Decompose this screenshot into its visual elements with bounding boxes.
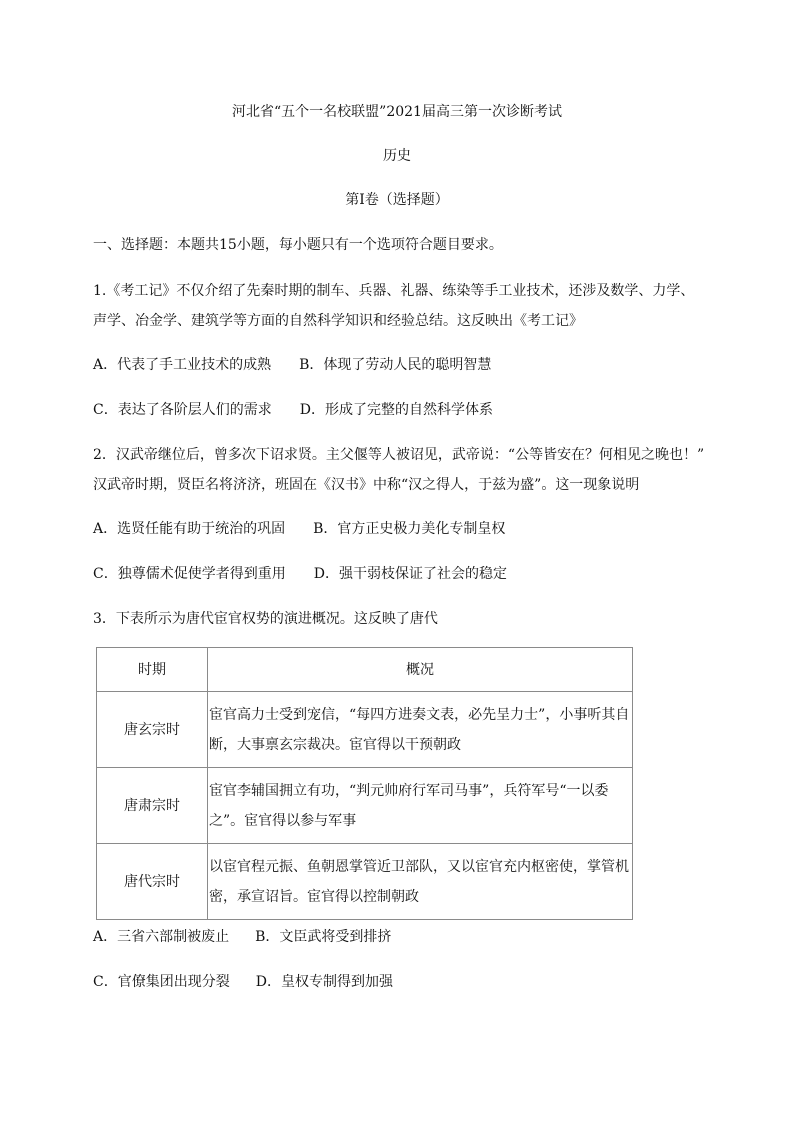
table-cell-period: 唐玄宗时 bbox=[97, 692, 208, 768]
table-header-row bbox=[97, 648, 633, 692]
table-cell-overview: 宦官李辅国拥立有功，“判元帅府行军司马事”，兵符军号“一以委之”。宦官得以参与军事 bbox=[208, 768, 633, 844]
question-2-stem-line-1: 2．汉武帝继位后，曾多次下诏求贤。主父偃等人被诏见，武帝说：“公等皆安在？何相见之晚也！” bbox=[93, 447, 705, 463]
question-1-option-c[interactable]: C．表达了各阶层人们的需求 bbox=[93, 402, 272, 418]
exam-title: 河北省“五个一名校联盟”2021届高三第一次诊断考试 bbox=[232, 104, 562, 120]
subject-title: 历史 bbox=[383, 148, 411, 164]
question-2-option-d[interactable]: D．强干弱枝保证了社会的稳定 bbox=[313, 566, 507, 582]
section-instructions: 一、选择题：本题共15小题，每小题只有一个选项符合题目要求。 bbox=[93, 237, 503, 253]
question-3-options-row-1 bbox=[93, 927, 391, 947]
question-3-options-row-2 bbox=[93, 972, 393, 992]
question-2-options-row-1 bbox=[93, 519, 505, 539]
question-2-stem-line-2: 汉武帝时期，贤臣名将济济，班固在《汉书》中称“汉之得人，于兹为盛”。这一现象说明 bbox=[93, 477, 640, 493]
question-3-option-c[interactable]: C．官僚集团出现分裂 bbox=[93, 974, 230, 990]
question-1-stem-line-1: 1.《考工记》不仅介绍了先秦时期的制车、兵器、礼器、练染等手工业技术，还涉及数学、力学、 bbox=[93, 283, 695, 299]
table-header-overview: 概况 bbox=[208, 648, 633, 692]
question-1-option-a[interactable]: A．代表了手工业技术的成熟 bbox=[93, 357, 272, 373]
question-1-options-row-1 bbox=[93, 355, 491, 375]
question-2-option-a[interactable]: A．选贤任能有助于统治的巩固 bbox=[93, 521, 286, 537]
question-1-option-b[interactable]: B．体现了劳动人民的聪明智慧 bbox=[299, 357, 492, 373]
table-cell-period: 唐肃宗时 bbox=[97, 768, 208, 844]
table-row bbox=[97, 692, 633, 768]
table-cell-period: 唐代宗时 bbox=[97, 844, 208, 920]
question-1-option-d[interactable]: D．形成了完整的自然科学体系 bbox=[299, 402, 493, 418]
question-3-option-a[interactable]: A．三省六部制被废止 bbox=[93, 929, 230, 945]
table-cell-overview: 宦官高力士受到宠信，“每四方进奏文表，必先呈力士”，小事听其自断，大事禀玄宗裁决。宦官得以干预朝政 bbox=[208, 692, 633, 768]
question-2-options-row-2 bbox=[93, 564, 507, 584]
question-3-option-b[interactable]: B．文臣武将受到排挤 bbox=[255, 929, 392, 945]
question-3-stem-line-1: 3．下表所示为唐代宦官权势的演进概况。这反映了唐代 bbox=[93, 611, 438, 627]
table-header-period: 时期 bbox=[97, 648, 208, 692]
question-2-option-c[interactable]: C．独尊儒术促使学者得到重用 bbox=[93, 566, 286, 582]
question-1-stem-line-2: 声学、冶金学、建筑学等方面的自然科学知识和经验总结。这反映出《考工记》 bbox=[93, 313, 583, 329]
eunuch-power-table bbox=[96, 647, 633, 920]
question-2-option-b[interactable]: B．官方正史极力美化专制皇权 bbox=[313, 521, 506, 537]
volume-title: 第Ⅰ卷（选择题） bbox=[345, 192, 449, 208]
question-3-option-d[interactable]: D．皇权专制得到加强 bbox=[255, 974, 393, 990]
table-cell-overview: 以宦官程元振、鱼朝恩掌管近卫部队，又以宦官充内枢密使，掌管机密，承宣诏旨。宦官得以控制朝政 bbox=[208, 844, 633, 920]
table-row bbox=[97, 768, 633, 844]
table-row bbox=[97, 844, 633, 920]
question-1-options-row-2 bbox=[93, 400, 493, 420]
